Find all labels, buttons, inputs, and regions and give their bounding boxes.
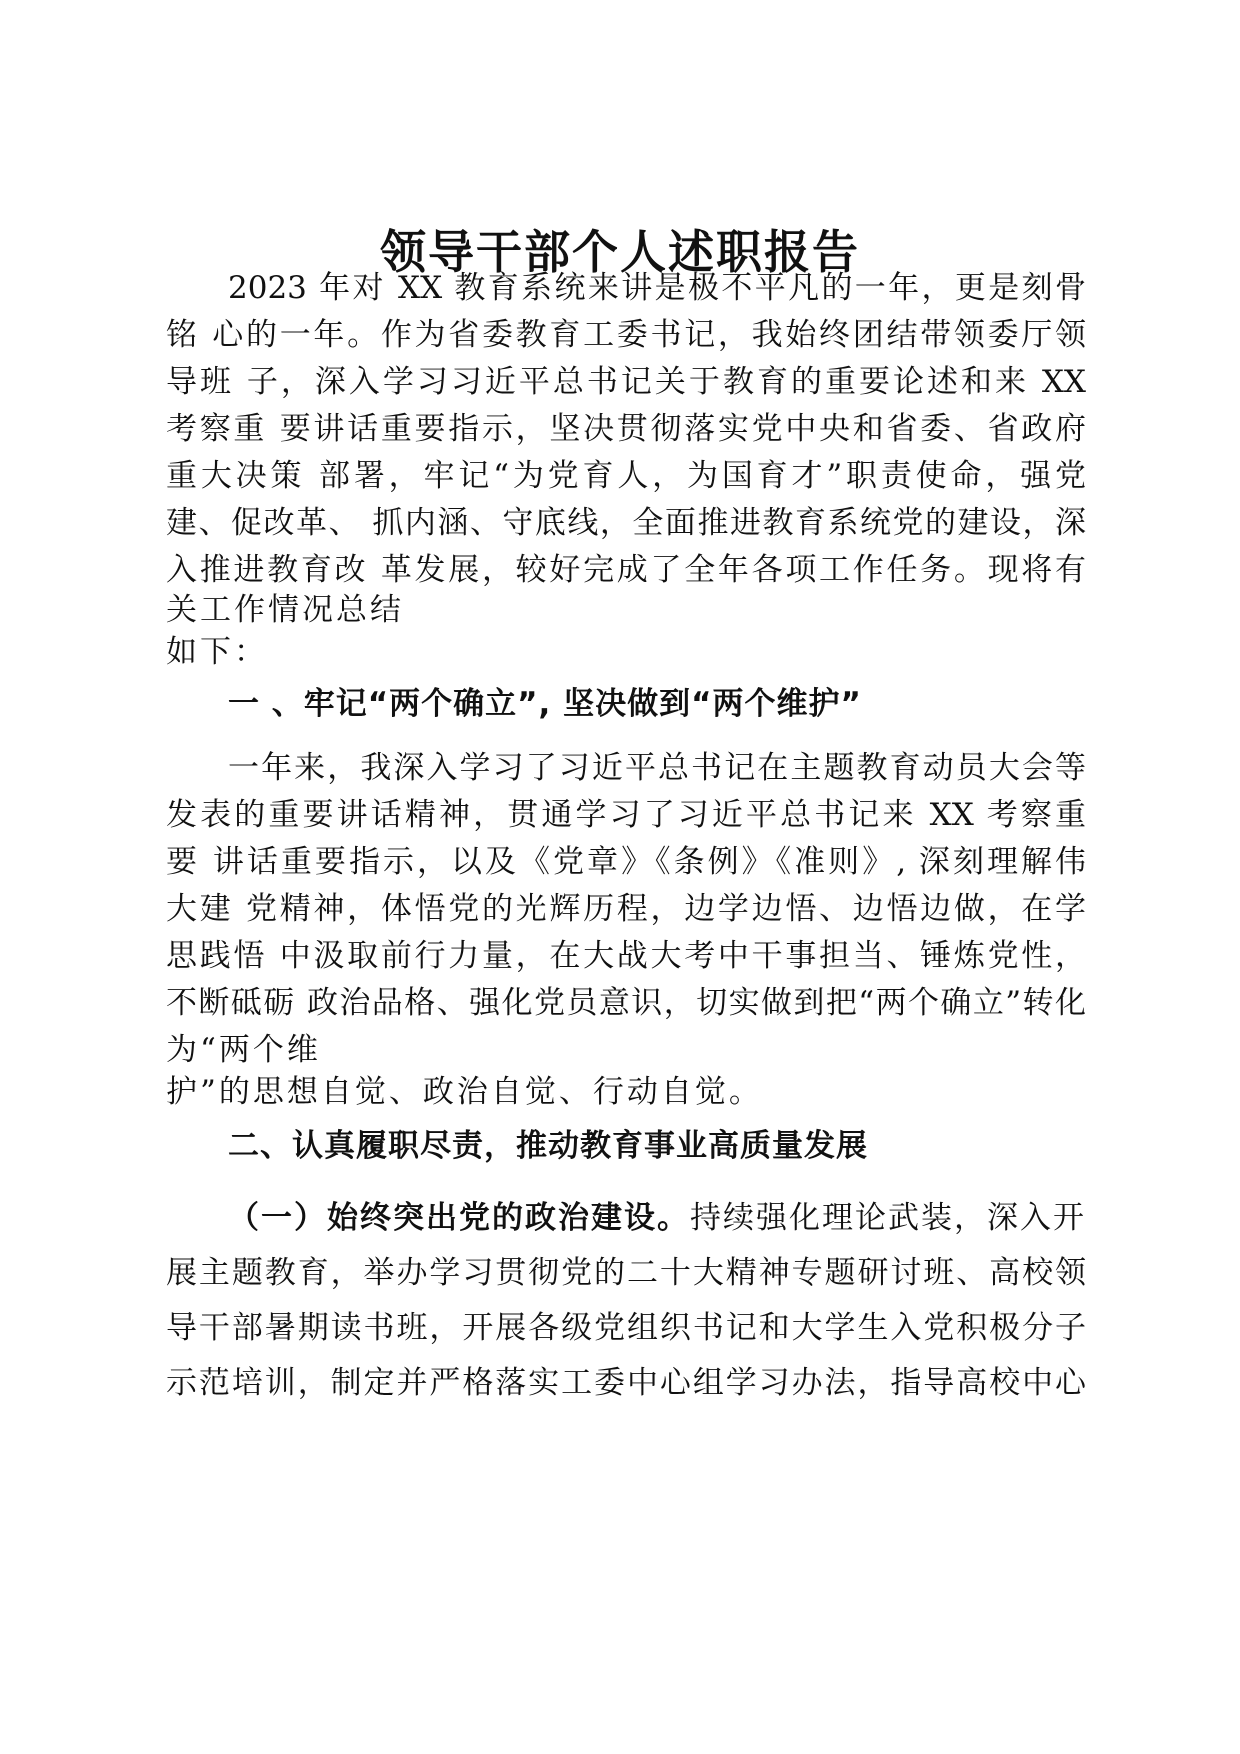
- subsection-line: 导干部暑期读书班，开展各级党组织书记和大学生入党积极分子: [166, 1310, 1086, 1346]
- section-heading-1: 一 、牢记“两个确立”, 坚决做到“两个维护”: [228, 686, 862, 722]
- section1-line: 为“两个维: [166, 1032, 321, 1068]
- section-heading-2: 二、认真履职尽责，推动教育事业高质量发展: [228, 1128, 868, 1164]
- intro-line: 铭 心的一年。作为省委教育工委书记，我始终团结带领委厅领: [166, 317, 1086, 353]
- section1-line: 要 讲话重要指示，以及《党章》《条例》《准则》, 深刻理解伟: [166, 844, 1086, 880]
- subsection-first-line: [228, 1196, 1086, 1240]
- document-title: 领导干部个人述职报告: [380, 225, 860, 279]
- intro-line: 考察重 要讲话重要指示，坚决贯彻落实党中央和省委、省政府: [166, 411, 1086, 447]
- subsection-lead: （一）始终突出党的政治建设。: [228, 1200, 690, 1236]
- intro-line: 导班 子，深入学习习近平总书记关于教育的重要论述和来 XX: [166, 364, 1086, 400]
- intro-line: 关工作情况总结: [166, 592, 404, 628]
- intro-line: 入推进教育改 革发展，较好完成了全年各项工作任务。现将有: [166, 552, 1086, 588]
- intro-line: 如下：: [166, 634, 268, 670]
- section1-line: 护”的思想自觉、政治自觉、行动自觉。: [166, 1074, 763, 1110]
- section1-line: 一年来，我深入学习了习近平总书记在主题教育动员大会等: [228, 750, 1086, 786]
- subsection-line: 示范培训，制定并严格落实工委中心组学习办法，指导高校中心: [166, 1365, 1086, 1401]
- subsection-first-rest: 持续强化理论武装，深入开: [690, 1200, 1086, 1236]
- section1-line: 不断砥砺 政治品格、强化党员意识，切实做到把“两个确立”转化: [166, 985, 1086, 1021]
- intro-line: 2023 年对 XX 教育系统来讲是极不平凡的一年，更是刻骨: [228, 270, 1086, 306]
- section1-line: 思践悟 中汲取前行力量，在大战大考中干事担当、锤炼党性，: [166, 938, 1086, 974]
- section1-line: 大建 党精神，体悟党的光辉历程，边学边悟、边悟边做，在学: [166, 891, 1086, 927]
- section1-line: 发表的重要讲话精神，贯通学习了习近平总书记来 XX 考察重: [166, 797, 1086, 833]
- subsection-line: 展主题教育，举办学习贯彻党的二十大精神专题研讨班、高校领: [166, 1255, 1086, 1291]
- intro-line: 重大决策 部署，牢记“为党育人，为国育才”职责使命，强党: [166, 458, 1086, 494]
- intro-line: 建、促改革、 抓内涵、守底线，全面推进教育系统党的建设，深: [166, 505, 1086, 541]
